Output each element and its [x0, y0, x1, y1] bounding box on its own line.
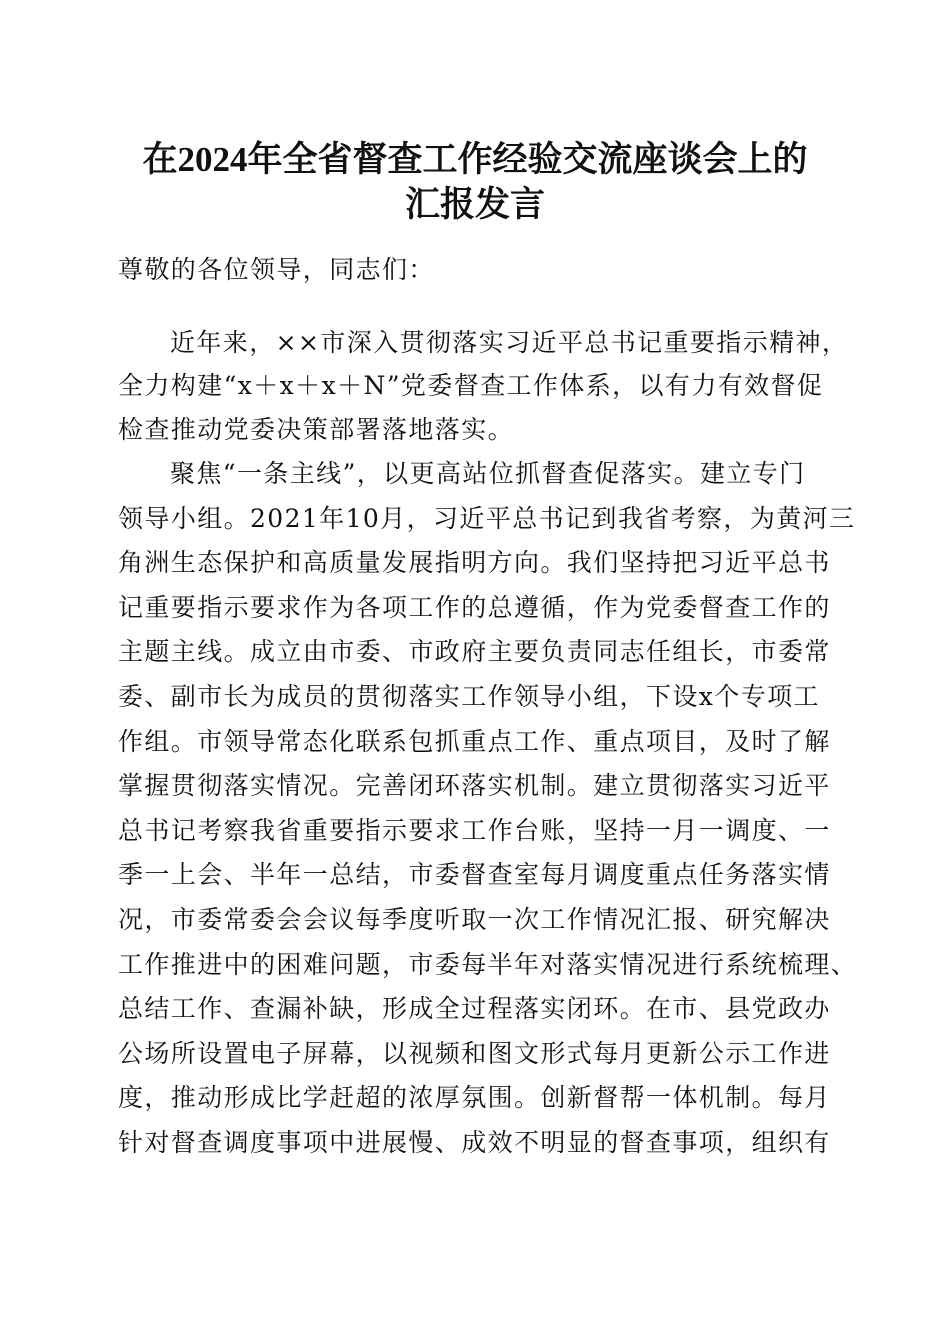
paragraph-line: 针对督查调度事项中进展慢、成效不明显的督查事项，组织有	[118, 1128, 831, 1157]
paragraph-line: 况，市委常委会会议每季度听取一次工作情况汇报、研究解决	[118, 905, 831, 934]
paragraph-line: 全力构建“x＋x＋x＋N”党委督查工作体系，以有力有效督促	[118, 371, 824, 400]
paragraph-line: 检查推动党委决策部署落地落实。	[118, 415, 515, 444]
paragraph-line: 工作推进中的困难问题，市委每半年对落实情况进行系统梳理、	[118, 949, 858, 979]
paragraph-line: 主题主线。成立由市委、市政府主要负责同志任组长，市委常	[118, 637, 831, 667]
paragraph-line: 角洲生态保护和高质量发展指明方向。我们坚持把习近平总书	[118, 548, 831, 578]
paragraph-line: 季一上会、半年一总结，市委督查室每月调度重点任务落实情	[118, 860, 831, 890]
paragraph-line: 委、副市长为成员的贯彻落实工作领导小组，下设x个专项工	[118, 682, 820, 711]
paragraph-line: 作组。市领导常态化联系包抓重点工作、重点项目，及时了解	[118, 726, 831, 756]
paragraph-line: 近年来，××市深入贯彻落实习近平总书记重要指示精神，	[170, 328, 849, 357]
paragraph-line: 聚焦“一条主线”，以更高站位抓督查促落实。建立专门	[170, 459, 806, 488]
document-title-line-1: 在2024年全省督查工作经验交流座谈会上的	[142, 140, 808, 179]
paragraph-line: 总书记考察我省重要指示要求工作台账，坚持一月一调度、一	[118, 815, 831, 845]
paragraph-line: 总结工作、查漏补缺，形成全过程落实闭环。在市、县党政办	[118, 994, 831, 1024]
paragraph-line: 记重要指示要求作为各项工作的总遵循，作为党委督查工作的	[118, 592, 831, 622]
paragraph-line: 掌握贯彻落实情况。完善闭环落实机制。建立贯彻落实习近平	[118, 771, 831, 801]
document-title-line-2: 汇报发言	[404, 185, 545, 224]
paragraph-line: 度，推动形成比学赶超的浓厚氛围。创新督帮一体机制。每月	[118, 1083, 831, 1113]
paragraph-line: 领导小组。2021年10月，习近平总书记到我省考察，为黄河三	[118, 503, 856, 533]
salutation: 尊敬的各位领导，同志们：	[118, 255, 435, 284]
paragraph-line: 公场所设置电子屏幕，以视频和图文形式每月更新公示工作进	[118, 1038, 831, 1068]
